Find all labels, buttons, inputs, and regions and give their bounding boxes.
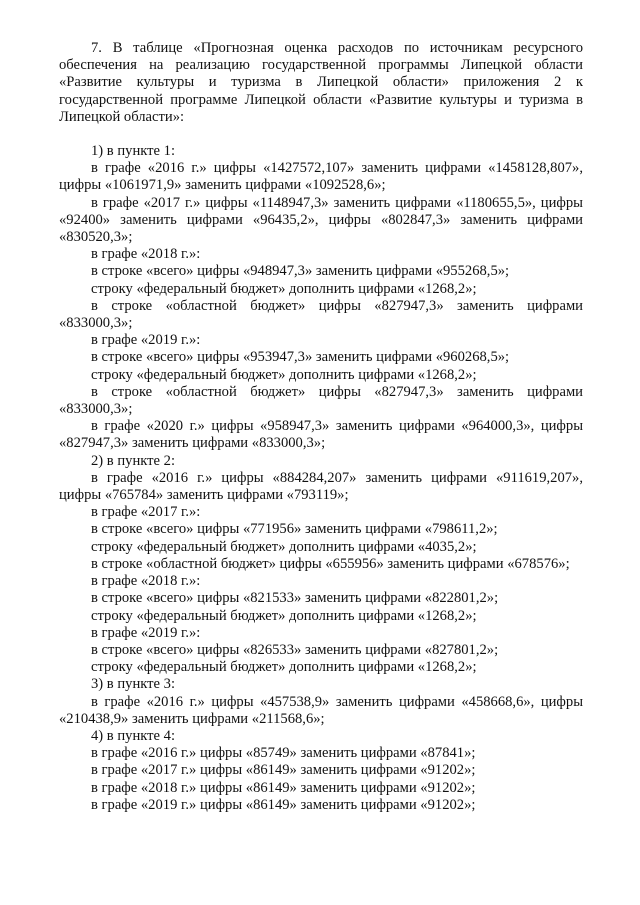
paragraph: в графе «2019 г.»: (91, 624, 201, 641)
paragraph: в графе «2017 г.» цифры «1148947,3» заменить цифрами «1180655,5», цифры «92400» заменить цифрами «96435,2», цифры «802847,3» заменить цифрами «830520,3»; (59, 194, 583, 246)
paragraph: строку «федеральный бюджет» дополнить цифрами «1268,2»; (91, 366, 477, 383)
paragraph: в строке «областной бюджет» цифры «827947,3» заменить цифрами «833000,3»; (59, 383, 583, 418)
paragraph: в графе «2018 г.»: (91, 246, 201, 263)
paragraph: в строке «всего» цифры «953947,3» заменить цифрами «960268,5»; (91, 349, 510, 366)
paragraph: в строке «областной бюджет» цифры «827947,3» заменить цифрами «833000,3»; (59, 297, 583, 332)
paragraph: в строке «всего» цифры «821533» заменить цифрами «822801,2»; (91, 590, 499, 607)
paragraph: строку «федеральный бюджет» дополнить цифрами «1268,2»; (91, 280, 477, 297)
paragraph: в графе «2020 г.» цифры «958947,3» заменить цифрами «964000,3», цифры «827947,3» заменить цифрами «833000,3»; (59, 418, 583, 452)
paragraph: в графе «2017 г.» цифры «86149» заменить цифрами «91202»; (91, 762, 476, 779)
paragraph: в графе «2016 г.» цифры «85749» заменить цифрами «87841»; (91, 745, 476, 762)
paragraph: строку «федеральный бюджет» дополнить цифрами «4035,2»; (91, 538, 477, 555)
paragraph: в графе «2018 г.» цифры «86149» заменить цифрами «91202»; (91, 779, 476, 796)
paragraph: в графе «2018 г.»: (91, 573, 201, 590)
item-heading: 1) в пункте 1: (91, 143, 176, 160)
paragraph: строку «федеральный бюджет» дополнить цифрами «1268,2»; (91, 659, 477, 676)
document-page (59, 40, 583, 814)
paragraph: в графе «2017 г.»: (91, 504, 201, 521)
paragraph: в строке «всего» цифры «948947,3» заменить цифрами «955268,5»; (91, 263, 510, 280)
item-heading: 3) в пункте 3: (91, 676, 176, 693)
paragraph: в графе «2016 г.» цифры «884284,207» заменить цифрами «911619,207», цифры «765784» заменить цифрами «793119»; (59, 469, 583, 504)
paragraph: строку «федеральный бюджет» дополнить цифрами «1268,2»; (91, 607, 477, 624)
item-heading: 2) в пункте 2: (91, 452, 176, 469)
paragraph: в строке «всего» цифры «771956» заменить цифрами «798611,2»; (91, 521, 498, 538)
paragraph: в графе «2016 г.» цифры «457538,9» заменить цифрами «458668,6», цифры «210438,9» заменить цифрами «211568,6»; (59, 693, 583, 727)
paragraph: в графе «2016 г.» цифры «1427572,107» заменить цифрами «1458128,807», цифры «1061971,9» заменить цифрами «1092528,6»; (59, 160, 583, 194)
paragraph: в строке «всего» цифры «826533» заменить цифрами «827801,2»; (91, 641, 499, 658)
paragraph: в графе «2019 г.» цифры «86149» заменить цифрами «91202»; (91, 796, 476, 813)
paragraph: в графе «2019 г.»: (91, 332, 201, 349)
paragraph: в строке «областной бюджет» цифры «655956» заменить цифрами «678576»; (91, 555, 570, 572)
item-heading: 4) в пункте 4: (91, 727, 176, 744)
intro-paragraph: 7. В таблице «Прогнозная оценка расходов по источникам ресурсного обеспечения на реализацию государственной программы Липецкой области «Развитие культуры и туризма в Липецкой области» приложения 2 к государственной программе Липецкой области «Развитие культуры и туризма в Липецкой области»: (59, 40, 583, 125)
